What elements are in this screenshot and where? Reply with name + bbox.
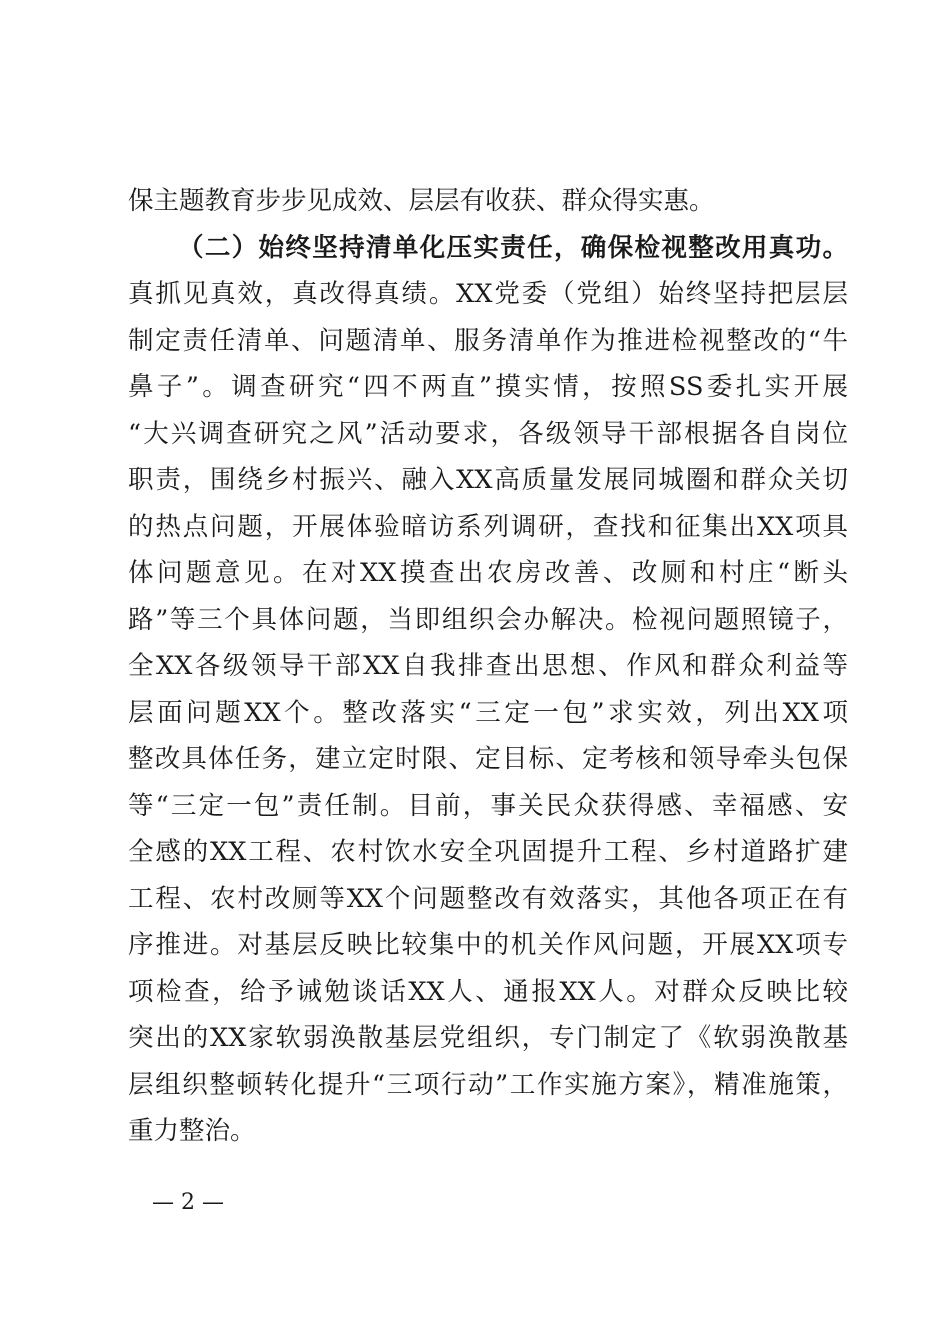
body-line: 工程、农村改厕等XX个问题整改有效落实，其他各项正在有 (128, 883, 848, 914)
paragraph-continuation: 保主题教育步步见成效、层层有收获、群众得实惠。 (128, 186, 715, 216)
body-line: 突出的XX家软弱涣散基层党组织，专门制定了《软弱涣散基 (128, 1023, 848, 1053)
section-heading: （二）始终坚持清单化压实责任，确保检视整改用真功。 (178, 232, 848, 263)
body-line: 项检查，给予诫勉谈话XX人、通报XX人。对群众反映比较 (128, 976, 848, 1007)
body-line: 的热点问题，开展体验暗访系列调研，查找和征集出XX项具 (128, 511, 848, 542)
body-line: 制定责任清单、问题清单、服务清单作为推进检视整改的“牛 (128, 325, 848, 356)
body-line: 路”等三个具体问题，当即组织会办解决。检视问题照镜子， (128, 604, 848, 635)
body-line: 整改具体任务，建立定时限、定目标、定考核和领导牵头包保 (128, 744, 848, 774)
body-line-final: 重力整治。 (128, 1116, 256, 1146)
body-line: 体问题意见。在对XX摸查出农房改善、改厕和村庄“断头 (128, 558, 848, 588)
page-number: — 2 — (152, 1190, 224, 1215)
body-line: 层面问题XX个。整改落实“三定一包”求实效，列出XX项 (128, 697, 848, 728)
document-body (128, 178, 848, 1155)
body-line: 全感的XX工程、农村饮水安全巩固提升工程、乡村道路扩建 (128, 837, 848, 867)
body-line: 鼻子”。调查研究“四不两直”摸实情，按照SS委扎实开展 (128, 372, 848, 402)
body-line: “大兴调查研究之风”活动要求，各级领导干部根据各自岗位 (128, 418, 848, 449)
body-line: 全XX各级领导干部XX自我排查出思想、作风和群众利益等 (128, 651, 848, 681)
body-line: 等“三定一包”责任制。目前，事关民众获得感、幸福感、安 (128, 790, 848, 821)
body-line: 真抓见真效，真改得真绩。XX党委（党组）始终坚持把层层 (128, 279, 848, 309)
body-line: 序推进。对基层反映比较集中的机关作风问题，开展XX项专 (128, 930, 848, 960)
body-line: 职责，围绕乡村振兴、融入XX高质量发展同城圈和群众关切 (128, 465, 848, 495)
body-line: 层组织整顿转化提升“三项行动”工作实施方案》，精准施策， (128, 1069, 848, 1100)
